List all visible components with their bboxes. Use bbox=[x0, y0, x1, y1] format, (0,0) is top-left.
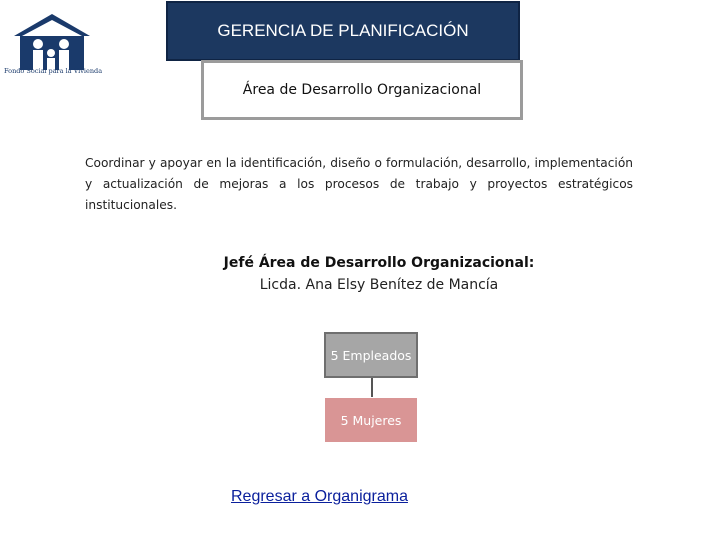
connector-line bbox=[371, 378, 373, 398]
area-title: Área de Desarrollo Organizacional bbox=[201, 60, 523, 120]
page-title: GERENCIA DE PLANIFICACIÓN bbox=[166, 1, 520, 61]
back-to-org-chart-link[interactable]: Regresar a Organigrama bbox=[231, 488, 408, 505]
family-house-icon bbox=[8, 12, 96, 74]
logo-caption: Fondo Social para la Vivienda bbox=[4, 67, 103, 75]
chief-name: Licda. Ana Elsy Benítez de Mancía bbox=[259, 277, 499, 293]
area-chief bbox=[178, 252, 580, 296]
chief-title: Jefé Área de Desarrollo Organizacional: bbox=[223, 255, 535, 271]
employees-count-box: 5 Empleados bbox=[324, 332, 418, 378]
women-count-box: 5 Mujeres bbox=[324, 397, 418, 443]
area-description: Coordinar y apoyar en la identificación, diseño o formulación, desarrollo, implementación y actualización de mejoras a los procesos de trabajo y proyectos estratégicos institucionales. bbox=[85, 156, 633, 212]
